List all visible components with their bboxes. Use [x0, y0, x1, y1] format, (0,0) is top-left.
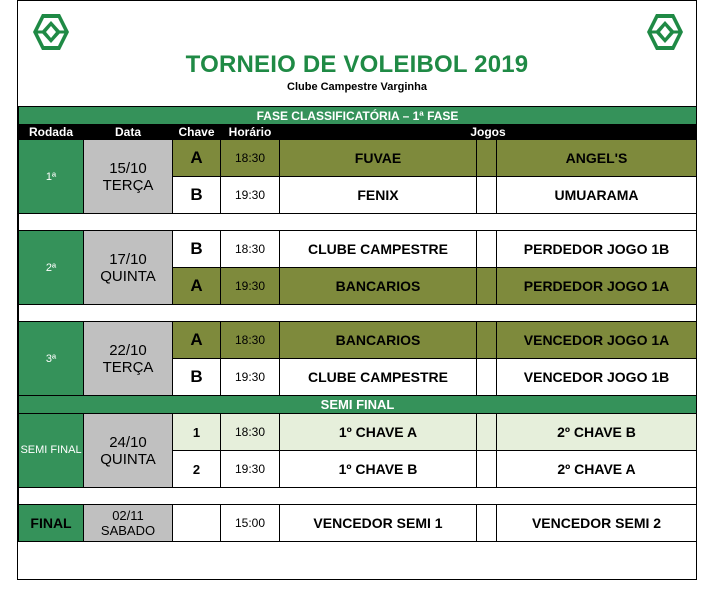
time-cell: 18:30 [221, 140, 280, 177]
table-row [19, 231, 697, 268]
day-value: QUINTA [100, 450, 156, 468]
time-cell: 18:30 [221, 322, 280, 359]
team-home: BANCARIOS [280, 268, 477, 305]
day-value: TERÇA [102, 358, 154, 376]
group-cell: A [173, 268, 221, 305]
table-row [19, 140, 697, 177]
round-label: SEMI FINAL [19, 414, 84, 488]
time-cell: 19:30 [221, 451, 280, 488]
round-date [84, 322, 173, 396]
versus-cell [477, 359, 497, 396]
team-away: PERDEDOR JOGO 1B [497, 231, 697, 268]
group-cell: A [173, 322, 221, 359]
team-home: CLUBE CAMPESTRE [280, 231, 477, 268]
team-away: 2º CHAVE A [497, 451, 697, 488]
date-value: 17/10 [109, 250, 147, 268]
spacer-row [19, 305, 697, 322]
versus-cell [477, 322, 497, 359]
versus-cell [477, 268, 497, 305]
team-away: ANGEL'S [497, 140, 697, 177]
date-value: 15/10 [109, 159, 147, 177]
column-headers [19, 125, 697, 140]
header [18, 0, 696, 106]
versus-cell [477, 414, 497, 451]
versus-cell [477, 505, 497, 542]
group-cell: 1 [173, 414, 221, 451]
col-data: Data [84, 125, 173, 140]
group-cell [173, 505, 221, 542]
col-horario: Horário [221, 125, 280, 140]
round-label: 3ª [19, 322, 84, 396]
round-date [84, 414, 173, 488]
schedule-table [18, 106, 697, 542]
group-cell: A [173, 140, 221, 177]
phase-header [19, 107, 697, 125]
group-cell: 2 [173, 451, 221, 488]
day-value: QUINTA [100, 267, 156, 285]
schedule-sheet [17, 0, 697, 580]
round-date [84, 140, 173, 214]
spacer-row [19, 488, 697, 505]
date-value: 22/10 [109, 341, 147, 359]
team-away: VENCEDOR SEMI 2 [497, 505, 697, 542]
time-cell: 19:30 [221, 177, 280, 214]
team-home: FUVAE [280, 140, 477, 177]
page-subtitle: Clube Campestre Varginha [287, 81, 427, 93]
table-row [19, 322, 697, 359]
team-home: FENIX [280, 177, 477, 214]
versus-cell [477, 140, 497, 177]
team-away: VENCEDOR JOGO 1B [497, 359, 697, 396]
team-home: CLUBE CAMPESTRE [280, 359, 477, 396]
team-home: 1º CHAVE B [280, 451, 477, 488]
table-row [19, 414, 697, 451]
team-away: 2º CHAVE B [497, 414, 697, 451]
final-label: FINAL [19, 505, 84, 542]
round-date [84, 231, 173, 305]
versus-cell [477, 231, 497, 268]
round-label: 2ª [19, 231, 84, 305]
versus-cell [477, 177, 497, 214]
table-row [19, 505, 697, 542]
time-cell: 18:30 [221, 231, 280, 268]
time-cell: 19:30 [221, 268, 280, 305]
time-cell: 19:30 [221, 359, 280, 396]
group-cell: B [173, 359, 221, 396]
time-cell: 15:00 [221, 505, 280, 542]
phase-title: FASE CLASSIFICATÓRIA – 1ª FASE [19, 107, 697, 125]
club-emblem-icon [30, 11, 72, 53]
team-away: VENCEDOR JOGO 1A [497, 322, 697, 359]
round-label: 1ª [19, 140, 84, 214]
group-cell: B [173, 177, 221, 214]
team-away: UMUARAMA [497, 177, 697, 214]
col-jogos: Jogos [280, 125, 697, 140]
club-emblem-icon [644, 11, 686, 53]
date-value: 02/11 [112, 508, 144, 523]
semi-title: SEMI FINAL [19, 396, 697, 414]
col-chave: Chave [173, 125, 221, 140]
day-value: SABADO [100, 523, 156, 538]
team-away: PERDEDOR JOGO 1A [497, 268, 697, 305]
col-rodada: Rodada [19, 125, 84, 140]
spacer-row [19, 214, 697, 231]
team-home: 1º CHAVE A [280, 414, 477, 451]
versus-cell [477, 451, 497, 488]
round-date [84, 505, 173, 542]
day-value: TERÇA [102, 176, 154, 194]
page-title: TORNEIO DE VOLEIBOL 2019 [185, 51, 529, 78]
date-value: 24/10 [109, 433, 147, 451]
team-home: BANCARIOS [280, 322, 477, 359]
team-home: VENCEDOR SEMI 1 [280, 505, 477, 542]
semi-header [19, 396, 697, 414]
time-cell: 18:30 [221, 414, 280, 451]
group-cell: B [173, 231, 221, 268]
